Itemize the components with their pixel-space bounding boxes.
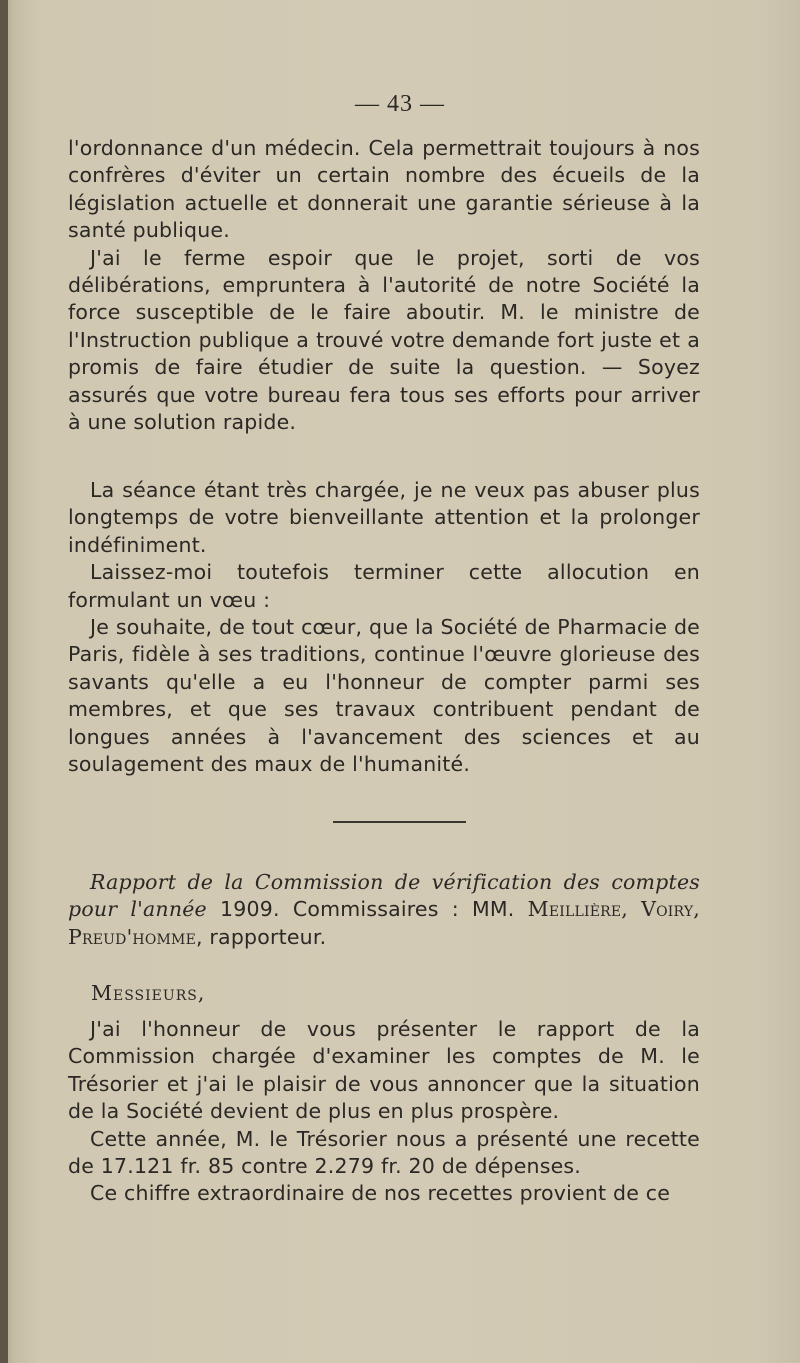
report-year: 1909. Commissaires : MM. <box>206 897 528 922</box>
paragraph: La séance étant très chargée, je ne veux pas abuser plus longtemps de votre bienveillante attention et la prolonger indéfiniment. <box>68 478 700 557</box>
commissioner-names: Meillière, Voiry, Preud'homme <box>68 897 700 949</box>
text-block-closing-paragraphs <box>68 135 700 436</box>
rapporteur-role: , rapporteur. <box>196 924 327 949</box>
page-binding-edge <box>0 0 8 1363</box>
paragraph: Laissez-moi toutefois terminer cette allocution en formulant un vœu : <box>68 560 700 612</box>
paragraph: Cette année, M. le Trésorier nous a présenté une recette de 17.121 fr. 85 contre 2.279 fr. 20 de dépenses. <box>68 1126 700 1179</box>
paragraph: Ce chiffre extraordinaire de nos recettes provient de ce <box>90 1181 671 1206</box>
report-heading <box>68 869 700 951</box>
paragraph: l'ordonnance d'un médecin. Cela permettrait toujours à nos confrères d'éviter un certain nombre des écueils de la législation actuelle et donnerait une garantie sérieuse à la santé publique. <box>68 136 700 243</box>
page-number: — 43 — <box>355 91 445 117</box>
report-title-italic: Rapport de la Commission de vérification des comptes pour l'année <box>68 870 700 922</box>
paragraph: Je souhaite, de tout cœur, que la Société de Pharmacie de Paris, fidèle à ses traditions, continue l'œuvre glorieuse des savants qu'elle a eu l'honneur de compter parmi ses membres, et que ses travaux contribuent pendant de longues années à l'avancement des sciences et au soulagement des maux de l'humanité. <box>68 615 700 777</box>
text-block-speech-conclusion <box>68 477 700 778</box>
salutation: Messieurs, <box>91 981 206 1005</box>
report-title <box>68 869 700 951</box>
section-divider <box>333 821 466 823</box>
text-block-report-body <box>68 1016 700 1208</box>
paragraph: J'ai l'honneur de vous présenter le rapport de la Commission chargée d'examiner les comptes de M. le Trésorier et j'ai le plaisir de vous annoncer que la situation de la Société devient de plus en plus prospère. <box>68 1017 700 1124</box>
paragraph: J'ai le ferme espoir que le projet, sorti de vos délibérations, empruntera à l'autorité de notre Société la force susceptible de le faire aboutir. M. le ministre de l'Instruction publique a trouvé votre demande fort juste et a promis de faire étudier de suite la question. — Soyez assurés que votre bureau fera tous ses efforts pour arriver à une solution rapide. <box>68 245 700 435</box>
